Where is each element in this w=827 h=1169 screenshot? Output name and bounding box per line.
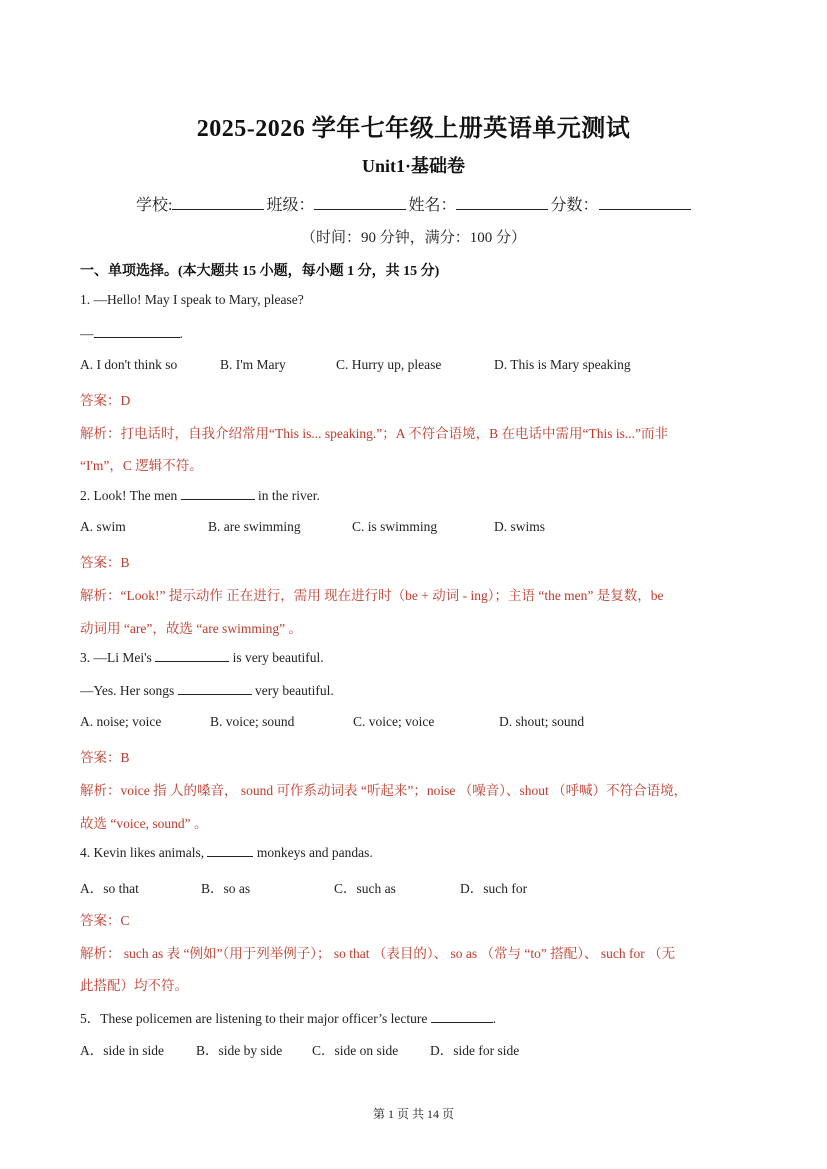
q1-answer: 答案：D [80,393,131,408]
q3-reply-end: very beautiful. [255,683,334,698]
q1-reply-suffix: . [179,326,183,341]
q2-option-a: A. swim [80,519,126,534]
q2-stem-end: in the river. [257,488,320,503]
q2-option-b: B. are swimming [208,519,301,534]
q1-analysis-line1: 解析：打电话时，自我介绍常用“This is... speaking.”；A 不符合语境，B 在电话中需用“This is...”而非 [80,426,668,441]
q1-option-b: B. I'm Mary [220,357,286,372]
q5-stem-start: 5．These policemen are listening to their major officer’s lecture [80,1011,428,1026]
page-title: 2025-2026 学年七年级上册英语单元测试 [196,116,631,142]
q5-option-d: D．side for side [430,1043,520,1058]
q3-option-d: D. shout; sound [499,714,585,729]
q3-option-a: A. noise; voice [80,714,162,729]
q2-option-d: D. swims [494,519,546,534]
q4-option-b: B．so as [201,881,251,896]
school-label: 学校: [136,197,173,214]
q2-options [80,519,545,535]
q5-stem-end: . [492,1011,497,1026]
q4-analysis-line2: 此搭配）均不符。 [80,978,188,993]
q1-option-a: A. I don't think so [80,357,178,372]
q5-answer-blank [431,1010,493,1023]
q3-answer: 答案：B [80,750,130,765]
q1-reply-prefix: — [80,326,94,341]
q3-options [80,714,584,730]
q3-option-c: C. voice; voice [353,714,435,729]
q3-blank-1 [155,649,229,662]
q2-stem-start: 2. Look! The men [80,488,178,503]
q5-stem [80,1007,496,1027]
class-blank [314,195,406,210]
q5-option-a: A．side in side [80,1043,164,1058]
q4-analysis-line1: 解析： such as 表 “例如”（用于列举例子）； so that （表目的）、 so as （常与 “to” 搭配）、 such for （无 [80,946,676,961]
q2-option-c: C. is swimming [352,519,438,534]
q2-stem [80,487,320,504]
page-footer: 第 1 页 共 14 页 [372,1107,454,1121]
q4-stem-start: 4. Kevin likes animals, [80,845,205,860]
q4-option-a: A．so that [80,881,139,896]
q1-stem: 1. —Hello! May I speak to Mary, please? [80,292,304,307]
q1-answer-blank [94,325,180,338]
q4-option-c: C．such as [334,881,396,896]
q2-analysis-line1: 解析：“Look!” 提示动作 正在进行，需用 现在进行时（be + 动词 - ing）；主语 “the men” 是复数，be [80,588,664,603]
q3-reply [80,682,334,699]
class-label: 班级： [266,197,315,214]
q1-analysis-line2: “I'm”，C 逻辑不符。 [80,458,203,473]
q1-reply [80,325,183,342]
q3-option-b: B. voice; sound [210,714,295,729]
q3-stem [80,649,324,666]
q1-option-c: C. Hurry up, please [336,357,442,372]
page-subtitle: Unit1·基础卷 [361,156,465,176]
q2-answer: 答案：B [80,555,130,570]
q5-options [80,1039,519,1059]
q3-analysis-line1: 解析：voice 指 人的嗓音， sound 可作系动词表 “听起来”；noise （噪音）、shout （呼喊）不符合语境， [80,783,688,798]
time-info: （时间：90 分钟，满分：100 分） [300,230,526,246]
q4-answer: 答案：C [80,913,130,928]
name-blank [456,195,548,210]
student-info-row [136,192,736,215]
q4-stem [80,844,373,861]
score-label: 分数： [550,197,599,214]
section-heading: 一、单项选择。(本大题共 15 小题，每小题 1 分，共 15 分) [80,264,440,279]
q4-options [80,877,527,897]
name-label: 姓名： [408,197,457,214]
q4-stem-end: monkeys and pandas. [256,845,373,860]
q2-answer-blank [181,487,255,500]
q1-options [80,357,631,373]
school-blank [172,195,264,210]
q1-option-d: D. This is Mary speaking [494,357,631,372]
q3-stem-start: 3. —Li Mei's [80,650,152,665]
score-blank [599,195,691,210]
q3-stem-end: is very beautiful. [232,650,324,665]
q5-option-b: B．side by side [196,1043,283,1058]
q4-answer-blank [207,844,253,857]
q3-analysis-line2: 故选 “voice, sound” 。 [80,816,208,831]
q4-option-d: D．such for [460,881,528,896]
q2-analysis-line2: 动词用 “are”，故选 “are swimming” 。 [80,621,302,636]
q3-blank-2 [178,682,252,695]
q3-reply-start: —Yes. Her songs [80,683,175,698]
q5-option-c: C．side on side [312,1043,399,1058]
